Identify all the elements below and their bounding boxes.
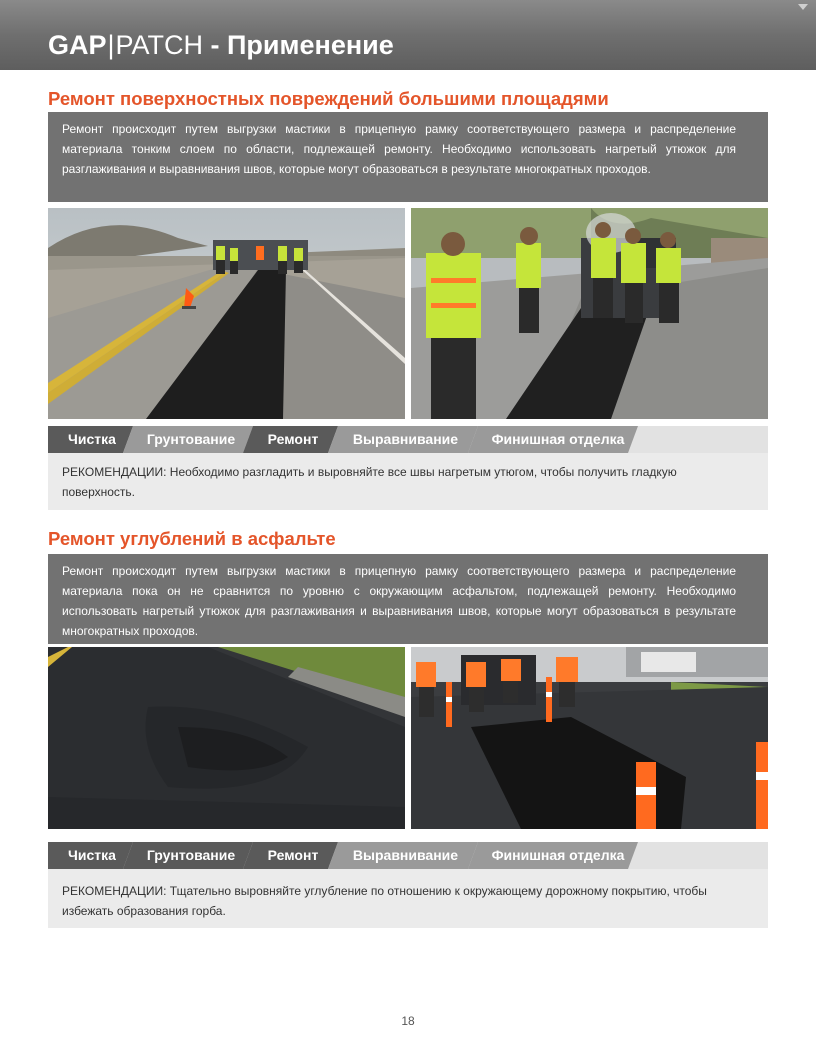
recommendation-pothole-repair: РЕКОМЕНДАЦИИ: Тщательно выровняйте углубление по отношению к окружающему дорожному покрытию, чтобы избежать образования горба. <box>48 869 768 928</box>
step-priming: Грунтование <box>146 431 236 447</box>
product-name: PATCH <box>115 30 204 60</box>
step-finishing: Финишная отделка <box>491 431 625 447</box>
recommendation-surface-repair: РЕКОМЕНДАЦИИ: Необходимо разгладить и выровняйте все швы нагретым утюгом, чтобы получить гладкую поверхность. <box>48 453 768 510</box>
photo-surface-repair-crew <box>411 208 768 419</box>
step-leveling-2: Выравнивание <box>352 847 459 863</box>
step-finishing-2: Финишная отделка <box>491 847 625 863</box>
photo-pothole-before <box>48 647 405 829</box>
brand-name: GAP <box>48 30 107 60</box>
section-title-pothole-repair: Ремонт углублений в асфальте <box>48 528 336 549</box>
section-title-surface-repair: Ремонт поверхностных повреждений большими площадями <box>48 88 609 109</box>
page-title <box>48 28 394 62</box>
step-leveling: Выравнивание <box>352 431 459 447</box>
page-number: 18 <box>401 1014 415 1028</box>
process-steps-bar-pothole-repair <box>48 842 768 869</box>
page-subtitle: - Применение <box>203 30 394 60</box>
brand-separator: | <box>107 30 115 60</box>
process-steps-bar-surface-repair <box>48 426 768 453</box>
step-repair-2: Ремонт <box>267 847 319 863</box>
step-cleaning-2: Чистка <box>68 847 116 863</box>
page-header <box>0 0 816 70</box>
section-description-surface-repair: Ремонт происходит путем выгрузки мастики в прицепную рамку соответствующего размера и распределение материала тонким слоем по области, подлежащей ремонту. Необходимо использовать нагретый утюжок для разглаживания и выравнивания швов, которые могут образоваться в результате многократных проходов. <box>48 112 768 202</box>
section-description-pothole-repair: Ремонт происходит путем выгрузки мастики в прицепную рамку соответствующего размера и распределение материала пока он не сравнится по уровню с окружающим асфальтом, подлежащей ремонту. Необходимо использовать нагретый утюжок для разглаживания и выравнивания швов, которые могут образоваться в результате многократных проходов. <box>48 554 768 644</box>
photo-surface-repair-road <box>48 208 405 419</box>
step-cleaning: Чистка <box>68 431 116 447</box>
photo-pothole-after <box>411 647 768 829</box>
corner-marker-icon <box>798 4 808 10</box>
step-repair: Ремонт <box>267 431 319 447</box>
step-priming-2: Грунтование <box>146 847 236 863</box>
